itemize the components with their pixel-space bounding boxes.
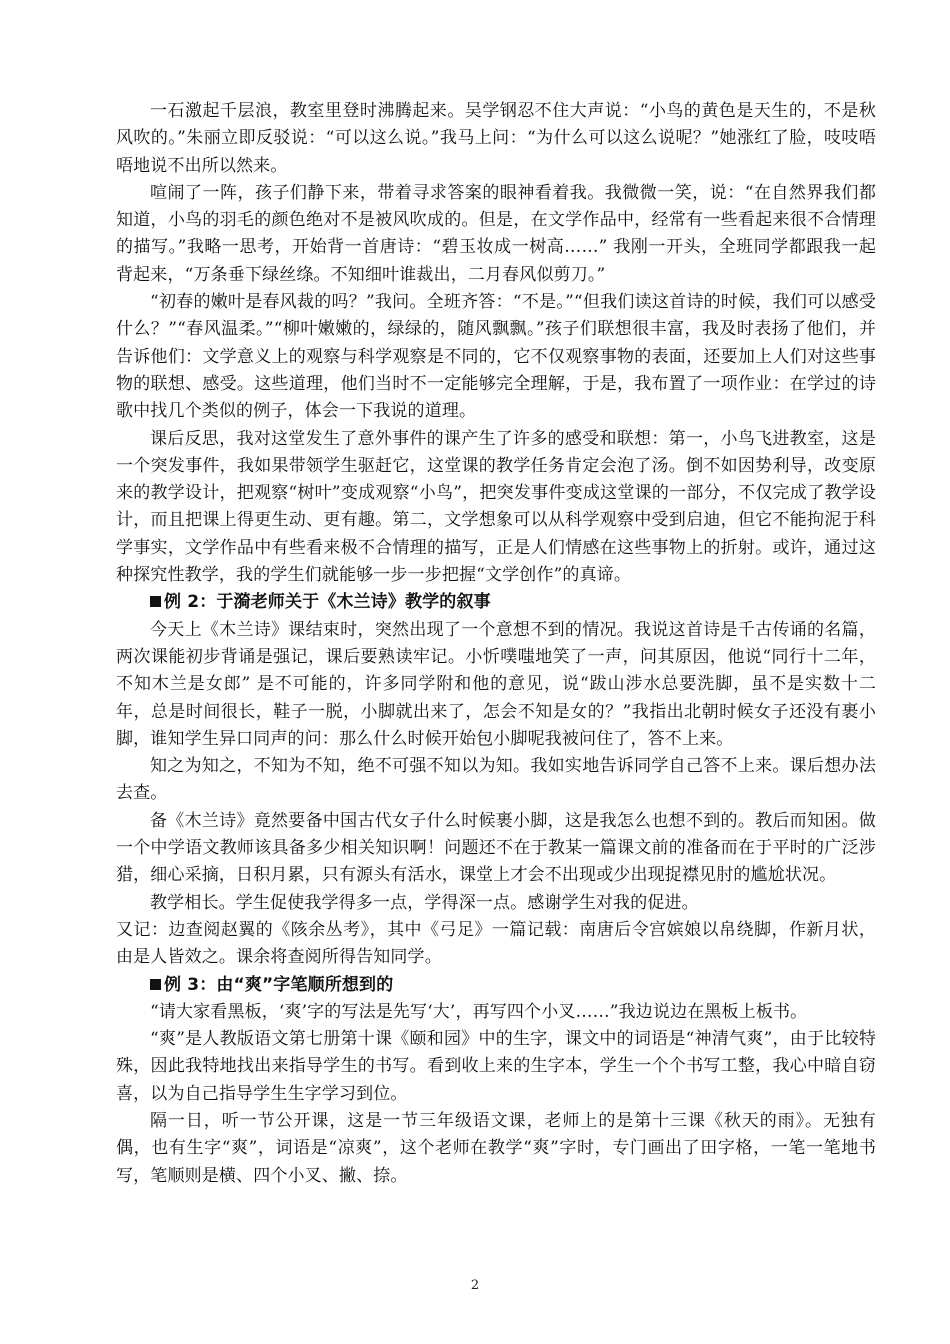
- paragraph: 一石激起千层浪，教室里登时沸腾起来。吴学钢忍不住大声说：“小鸟的黄色是天生的，不是秋风吹的。”朱丽立即反驳说：“可以这么说。”我马上问：“为什么可以这么说呢？”她涨红了脸，吱吱唔唔地说不出所以然来。: [116, 101, 876, 176]
- paragraph: 今天上《木兰诗》课结束时，突然出现了一个意想不到的情况。我说这首诗是千古传诵的名篇，两次课能初步背诵是强记，课后要熟读牢记。小忻噗嗤地笑了一声，问其原因，他说“同行十二年，不知木兰是女郎” 是不可能的，许多同学附和他的意见，说“跋山涉水总要洗脚，虽不是实数十二年，总是时间很长，鞋子一脱，小脚就出来了，怎会不知是女的？”我指出北朝时候女子还没有裹小脚，谁知学生异口同声的问：那么什么时候开始包小脚呢我被问住了，答不上来。: [116, 619, 876, 749]
- paragraph: “爽”是人教版语文第七册第十课《颐和园》中的生字，课文中的词语是“神清气爽”，由于比较特殊，因此我特地找出来指导学生的书写。看到收上来的生字本，学生一个个书写工整，我心中暗自窃喜，以为自己指导学生生字学习到位。: [116, 1029, 876, 1104]
- note-paragraph: 又记：边查阅赵翼的《陔余丛考》，其中《弓足》一篇记载：南唐后令宫嫔娘以帛绕脚，作新月状，由是人皆效之。课余将查阅所得告知同学。: [116, 919, 876, 968]
- paragraph: 喧闹了一阵，孩子们静下来，带着寻求答案的眼神看着我。我微微一笑，说：“在自然界我们都知道，小鸟的羽毛的颜色绝对不是被风吹成的。但是，在文学作品中，经常有一些看起来很不合情理的描写。”我略一思考，开始背一首唐诗：“碧玉妆成一树高……” 我刚一开头，全班同学都跟我一起背起来，“万条垂下绿丝绦。不知细叶谁裁出，二月春风似剪刀。”: [116, 182, 876, 285]
- paragraph: “请大家看黑板，‘爽’字的写法是先写‘大’，再写四个小叉……”我边说边在黑板上板书。: [150, 1001, 808, 1022]
- paragraph: 隔一日，听一节公开课，这是一节三年级语文课，老师上的是第十三课《秋天的雨》。无独有偶，也有生字“爽”，词语是“凉爽”，这个老师在教学“爽”字时，专门画出了田字格，一笔一笔地书写，笔顺则是横、四个小叉、撇、捺。: [116, 1110, 876, 1186]
- body-text: [116, 98, 876, 1190]
- paragraph: 教学相长。学生促使我学得多一点，学得深一点。感谢学生对我的促进。: [150, 892, 699, 913]
- paragraph: “初春的嫩叶是春风裁的吗？”我问。全班齐答：“不是。”“但我们读这首诗的时候，我们可以感受什么？”“春风温柔。”“柳叶嫩嫩的，绿绿的，随风飘飘。”孩子们联想很丰富，我及时表扬了他们，并告诉他们：文学意义上的观察与科学观察是不同的，它不仅观察事物的表面，还要加上人们对这些事物的联想、感受。这些道理，他们当时不一定能够完全理解，于是，我布置了一项作业：在学过的诗歌中找几个类似的例子，体会一下我说的道理。: [116, 292, 876, 422]
- paragraph: 备《木兰诗》竟然要备中国古代女子什么时候裹小脚，这是我怎么也想不到的。教后而知困。做一个中学语文教师该具备多少相关知识啊！问题还不在于教某一篇课文前的准备而在于平时的广泛涉猎，细心采摘，日积月累，只有源头有活水，课堂上才会不出现或少出现捉襟见肘的尴尬状况。: [116, 810, 876, 886]
- section-heading-example-3: [116, 972, 876, 999]
- page-number: 2: [470, 1278, 480, 1293]
- square-bullet-icon: [150, 979, 161, 990]
- square-bullet-icon: [150, 596, 161, 607]
- section-heading-example-2: [116, 589, 876, 616]
- paragraph: 知之为知之，不知为不知，绝不可强不知以为知。我如实地告诉同学自己答不上来。课后想办法去查。: [116, 756, 876, 804]
- paragraph: 课后反思，我对这堂发生了意外事件的课产生了许多的感受和联想：第一，小鸟飞进教室，这是一个突发事件，我如果带领学生驱赶它，这堂课的教学任务肯定会泡了汤。倒不如因势利导，改变原来的教学设计，把观察“树叶”变成观察“小鸟”，把突发事件变成这堂课的一部分，不仅完成了教学设计，而且把课上得更生动、更有趣。第二，文学想象可以从科学观察中受到启迪，但它不能拘泥于科学事实，文学作品中有些看来极不合情理的描写，正是人们情感在这些事物上的折射。或许，通过这种探究性教学，我的学生们就能够一步一步把握“文学创作”的真谛。: [116, 428, 876, 586]
- heading-text: 例 3：由“爽”字笔顺所想到的: [164, 974, 394, 995]
- heading-text: 例 2：于漪老师关于《木兰诗》教学的叙事: [164, 592, 491, 613]
